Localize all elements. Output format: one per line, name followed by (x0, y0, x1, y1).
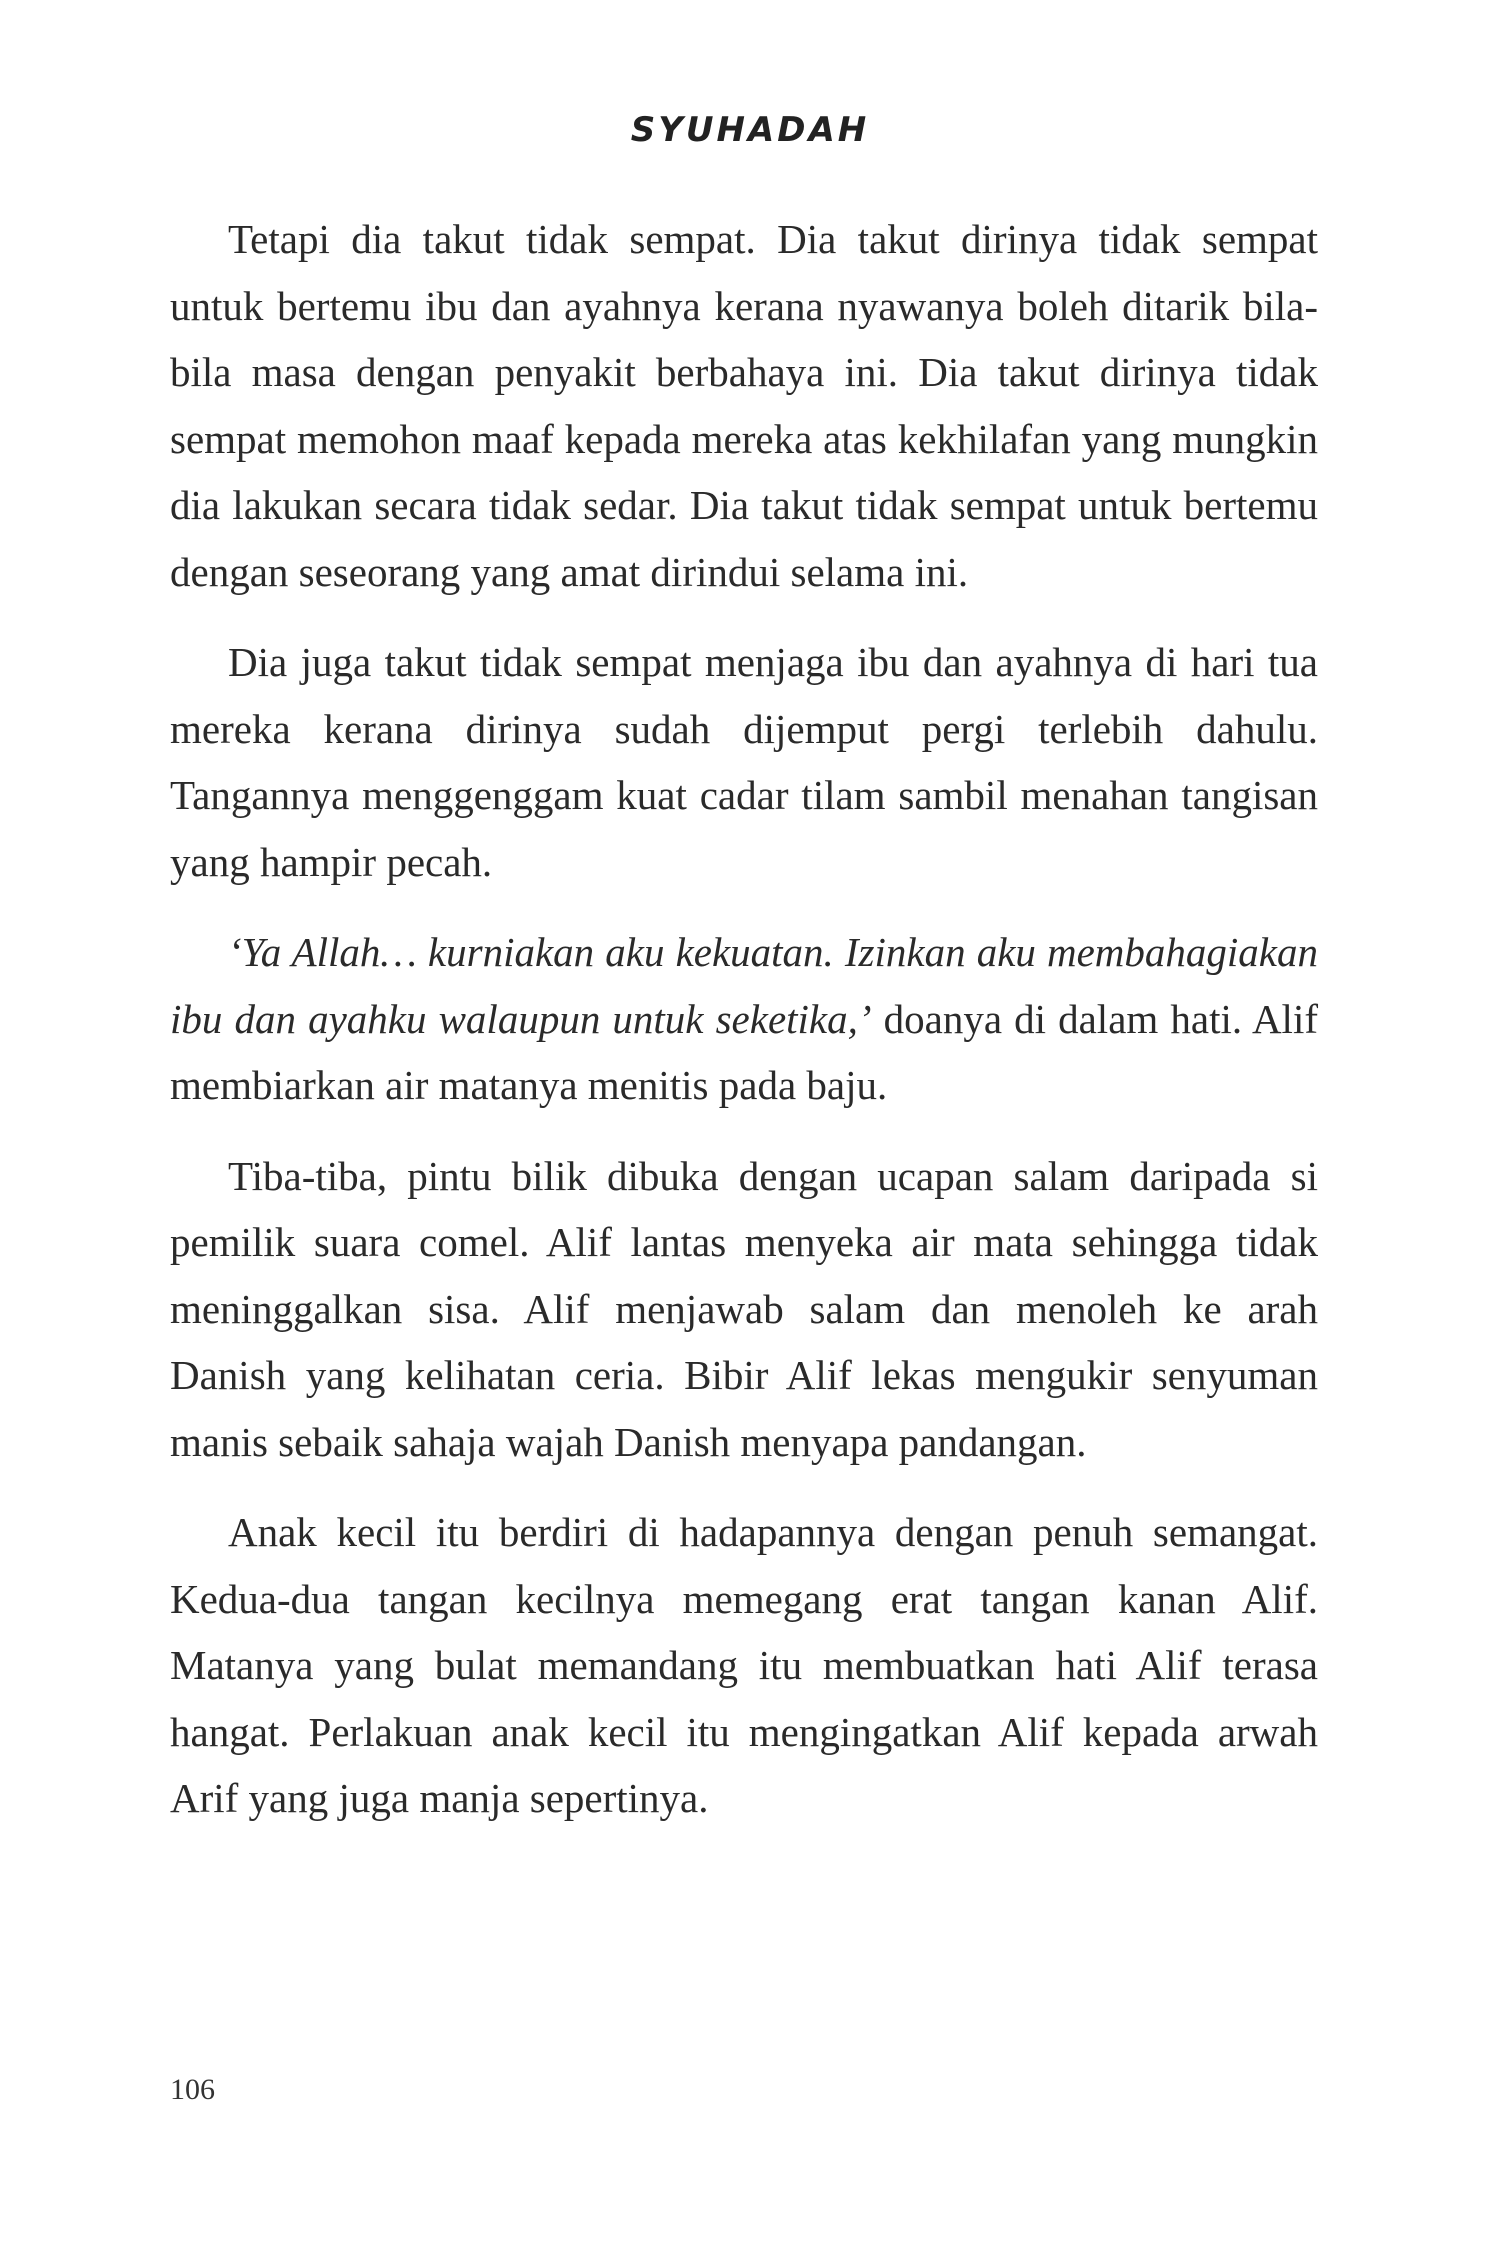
paragraph-1: Tetapi dia takut tidak sempat. Dia takut dirinya tidak sempat untuk bertemu ibu dan ayahnya kerana nyawanya boleh ditarik bila-bila masa dengan penyakit berbahaya ini. Dia takut dirinya tidak sempat memohon maaf kepada mereka atas kekhilafan yang mungkin dia lakukan secara tidak sedar. Dia takut tidak sempat untuk bertemu dengan seseorang yang amat dirindui selama ini. (170, 216, 1318, 595)
prayer-quote: ‘Ya Allah… kurniakan aku kekuatan. Izinkan aku membahagiakan ibu dan ayahku walaupun untuk seketika,’ (170, 929, 1318, 1042)
running-head-title: SYUHADAH (630, 110, 870, 150)
body-text (170, 206, 1318, 1856)
paragraph-5: Anak kecil itu berdiri di hadapannya dengan penuh semangat. Kedua-dua tangan kecilnya memegang erat tangan kanan Alif. Matanya yang bulat memandang itu membuatkan hati Alif terasa hangat. Perlakuan anak kecil itu mengingatkan Alif kepada arwah Arif yang juga manja sepertinya. (170, 1509, 1318, 1821)
paragraph-3-rest: doanya di dalam hati. Alif membiarkan air matanya menitis pada baju. (170, 995, 1318, 1108)
paragraph-4: Tiba-tiba, pintu bilik dibuka dengan ucapan salam daripada si pemilik suara comel. Alif lantas menyeka air mata sehingga tidak meninggalkan sisa. Alif menjawab salam dan menoleh ke arah Danish yang kelihatan ceria. Bibir Alif lekas mengukir senyuman manis sebaik sahaja wajah Danish menyapa pandangan. (170, 1152, 1318, 1465)
paragraph-3 (170, 919, 1318, 1119)
page-number: 106 (170, 2073, 215, 2106)
paragraph-2: Dia juga takut tidak sempat menjaga ibu dan ayahnya di hari tua mereka kerana dirinya sudah dijemput pergi terlebih dahulu. Tangannya menggenggam kuat cadar tilam sambil menahan tangisan yang hampir pecah. (170, 639, 1318, 885)
